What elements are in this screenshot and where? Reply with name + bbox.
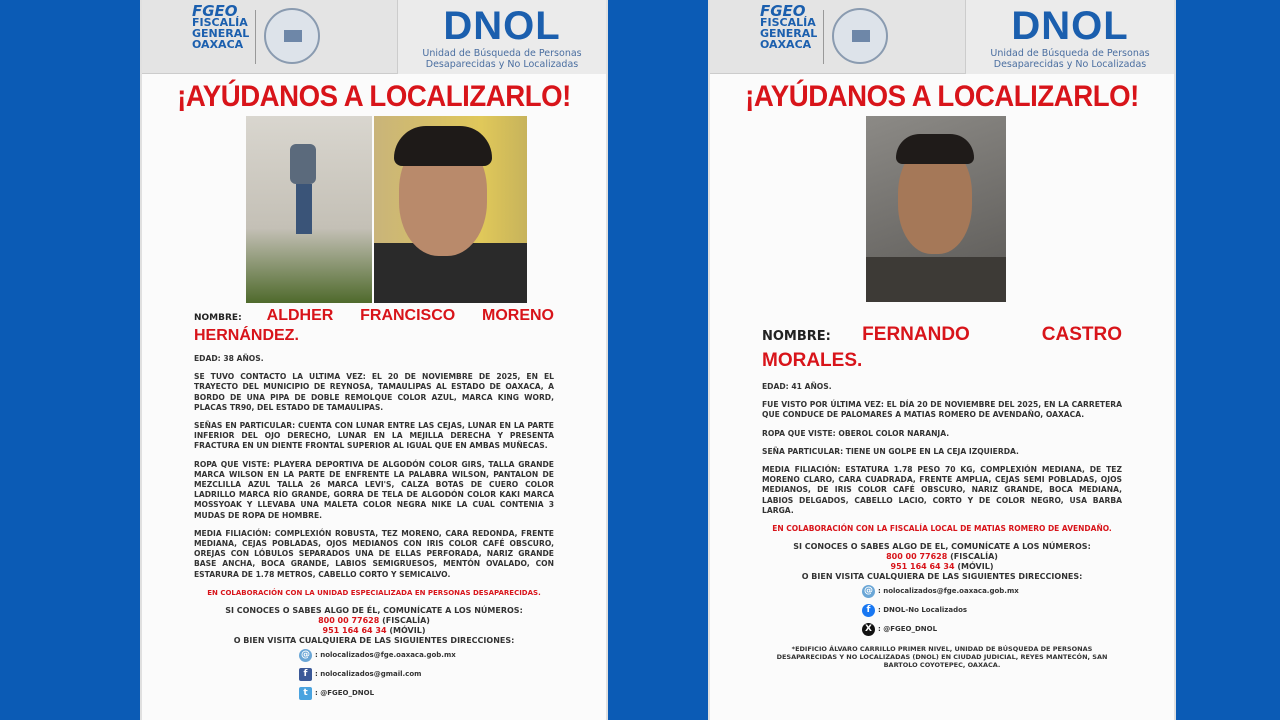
divider: [255, 10, 256, 64]
clothing: ROPA QUE VISTE: PLAYERA DEPORTIVA DE ALGODÓN COLOR GIRS, TALLA GRANDE MARCA WILSON EN LA PARTE DE ENFRENTE LA PALABRA WILSON, PANTALON DE MEZCLILLA AZUL TALLA 26 MARCA LEVI'S, CALZA BOTAS DE CUERO COLOR LADRILLO MARCA RÍO GRANDE, GORRA DE TELA DE ALGODÓN COLOR KAKI MARCA MOSSYOAK Y LLEVABA UNA MALETA COLOR NEGRA NIKE LA CUAL CONTENIA 3 MUDAS DE ROPA DE HOMBRE.: [194, 459, 554, 520]
photo-face: [866, 116, 1006, 302]
link-email[interactable]: @ : nolocalizados@fge.oaxaca.gob.mx: [864, 585, 1019, 596]
link-facebook[interactable]: f : DNOL-No Localizados: [862, 601, 1122, 620]
dnol-logo: DNOL Unidad de Búsqueda de Personas Desaparecidas y No Localizadas: [965, 0, 1174, 74]
poster-body: NOMBRE: ALDHER FRANCISCO MORENO HERNÁNDEZ. EDAD: 38 AÑOS. SE TUVO CONTACTO LA ULTIMA VEZ: EL 20 DE NOVIEMBRE DE 2025, EN EL TRAYECTO DEL MUNICIPIO DE REYNOSA, TAMAULIPAS AL ESTADO DE OAXACA, A BORDO DE UNA PIPA DE DOBLE REMOLQUE COLOR AZUL, MARCA KING WORD, PLACAS TR90, DEL ESTADO DE TAMAULIPAS. SEÑAS EN PARTICULAR: CUENTA CON LUNAR ENTRE LAS CEJAS, LUNAR EN LA PARTE INFERIOR DEL OJO DERECHO, LUNAR EN LA MEJILLA DERECHA Y PRESENTA FRACTURA EN UN DIENTE FRONTAL SUPERIOR AL IGUAL QUE EN AMBAS MUÑECAS. ROPA QUE VISTE: PLAYERA DEPORTIVA DE ALGODÓN COLOR GIRS, TALLA GRANDE MARCA WILSON EN LA PARTE DE ENFRENTE LA PALABRA WILSON, PANTALON DE MEZCLILLA AZUL TALLA 26 MARCA LEVI'S, CALZA BOTAS DE CUERO COLOR LADRILLO MARCA RÍO GRANDE, GORRA DE TELA DE ALGODÓN COLOR KAKI MARCA MOSSYOAK Y LLEVABA UNA MALETA COLOR NEGRA NIKE LA CUAL CONTENIA 3 MUDAS DE ROPA DE HOMBRE. MEDIA FILIACIÓN: COMPLEXIÓN ROBUSTA, TEZ MORENO, CARA REDONDA, FRENTE MEDIANA, CEJAS POBLADAS, OJOS MEDIANOS CON IRIS COLOR CAFÉ OBSCURO, OREJAS CON LÓBULOS SEPARADOS UNA DE ELLAS PERFORADA, NARIZ GRANDE BASE ANCHA, BOCA GRANDE, LABIOS SEMIGRUESOS, MENTÓN OVALADO, CON ESTARURA DE 1.78 METROS, CABELLO CORTO Y SEMICALVO. EN COLABORACIÓN CON LA UNIDAD ESPECIALIZADA EN PERSONAS DESAPARECIDAS. SI CONOCES O SABES ALGO DE ÉL, COMUNÍCATE A LOS NÚMEROS: 800 00 77628 (FISCALÍA) 951 164 64 34 (MÓVIL) O BIEN VISITA CUALQUIERA DE LAS SIGUIENTES DIRECCIONES: @ : nolocalizados@fge.oaxaca.gob.mx f : nolocalizados@gmail.com t : @FGEO_DNOL: [194, 306, 554, 703]
distinguishing-marks: SEÑA PARTICULAR: TIENE UN GOLPE EN LA CEJA IZQUIERDA.: [762, 446, 1019, 456]
age: EDAD: 38 AÑOS.: [194, 354, 264, 363]
missing-person-poster-1: [140, 0, 608, 720]
link-email[interactable]: @ : nolocalizados@fge.oaxaca.gob.mx: [301, 649, 456, 660]
age: EDAD: 41 AÑOS.: [762, 382, 832, 391]
clothing: ROPA QUE VISTE: OBEROL COLOR NARANJA.: [762, 428, 950, 438]
link-twitter[interactable]: t : @FGEO_DNOL: [299, 684, 554, 703]
phone-movil[interactable]: 951 164 64 34: [322, 626, 387, 636]
phone-movil[interactable]: 951 164 64 34: [890, 562, 955, 572]
contact-section: SI CONOCES O SABES ALGO DE EL, COMUNÍCATE A LOS NÚMEROS: 800 00 77628 (FISCALÍA) 951 164 64 34 (MÓVIL) O BIEN VISITA CUALQUIERA DE LAS SIGUIENTES DIRECCIONES:: [793, 542, 1091, 582]
facebook-icon: f: [862, 604, 875, 617]
last-contact: SE TUVO CONTACTO LA ULTIMA VEZ: EL 20 DE NOVIEMBRE DE 2025, EN EL TRAYECTO DEL MUNICIPIO DE REYNOSA, TAMAULIPAS AL ESTADO DE OAXACA, A BORDO DE UNA PIPA DE DOBLE REMOLQUE COLOR AZUL, MARCA KING WORD, PLACAS TR90, DEL ESTADO DE TAMAULIPAS.: [194, 372, 554, 412]
last-seen: FUE VISTO POR ÚLTIMA VEZ: EL DÍA 20 DE NOVIEMBRE DEL 2025, EN LA CARRETERA QUE CONDUCE DE PALOMARES A MATIAS ROMERO DE AVENDAÑO, OAXACA.: [762, 400, 1122, 420]
address-footer: *EDIFICIO ÁLVARO CARRILLO PRIMER NIVEL, UNIDAD DE BÚSQUEDA DE PERSONAS DESAPARECIDAS Y NO LOCALIZADAS (DNOL) EN CIUDAD JUDICIAL, REYES MANTECÓN, SAN BARTOLO COYOTEPEC, OAXACA.: [776, 645, 1108, 670]
email-icon: @: [301, 649, 310, 660]
link-x[interactable]: X : @FGEO_DNOL: [862, 620, 1122, 639]
fgeo-logo: FGEO FISCALÍA GENERAL OAXACA: [192, 2, 250, 51]
photo-face: [374, 116, 527, 303]
dnol-logo: DNOL Unidad de Búsqueda de Personas Desaparecidas y No Localizadas: [397, 0, 606, 74]
physical-description: MEDIA FILIACIÓN: ESTATURA 1.78 PESO 70 KG, COMPLEXIÓN MEDIANA, DE TEZ MORENO CLARO, CARA CUADRADA, FRENTE AMPLIA, CEJAS SEMI POBLADAS, OJOS MEDIANOS, DE IRIS COLOR CAFÉ OBSCURO, NARIZ GRANDE, BOCA MEDIANA, LABIOS DELGADOS, CABELLO LACIO, CORTO Y DE COLOR NEGRO, USA BARBA LARGA.: [762, 465, 1122, 515]
collaboration-note: EN COLABORACIÓN CON LA UNIDAD ESPECIALIZADA EN PERSONAS DESAPARECIDAS.: [207, 588, 541, 597]
missing-person-poster-2: [708, 0, 1176, 720]
phone-fiscalia[interactable]: 800 00 77628: [886, 552, 948, 562]
link-facebook[interactable]: f : nolocalizados@gmail.com: [299, 665, 554, 684]
fgeo-logo: FGEO FISCALÍA GENERAL OAXACA: [760, 2, 818, 51]
facebook-icon: f: [299, 668, 312, 681]
poster-body: NOMBRE: FERNANDO CASTRO MORALES. EDAD: 41 AÑOS. FUE VISTO POR ÚLTIMA VEZ: EL DÍA 20 DE NOVIEMBRE DEL 2025, EN LA CARRETERA QUE CONDUCE DE PALOMARES A MATIAS ROMERO DE AVENDAÑO, OAXACA. ROPA QUE VISTE: OBEROL COLOR NARANJA. SEÑA PARTICULAR: TIENE UN GOLPE EN LA CEJA IZQUIERDA. MEDIA FILIACIÓN: ESTATURA 1.78 PESO 70 KG, COMPLEXIÓN MEDIANA, DE TEZ MORENO CLARO, CARA CUADRADA, FRENTE AMPLIA, CEJAS SEMI POBLADAS, OJOS MEDIANOS, DE IRIS COLOR CAFÉ OBSCURO, NARIZ GRANDE, BOCA MEDIANA, LABIOS DELGADOS, CABELLO LACIO, CORTO Y DE COLOR NEGRO, USA BARBA LARGA. EN COLABORACIÓN CON LA FISCALÍA LOCAL DE MATIAS ROMERO DE AVENDAÑO. SI CONOCES O SABES ALGO DE EL, COMUNÍCATE A LOS NÚMEROS: 800 00 77628 (FISCALÍA) 951 164 64 34 (MÓVIL) O BIEN VISITA CUALQUIERA DE LAS SIGUIENTES DIRECCIONES: @ : nolocalizados@fge.oaxaca.gob.mx f : DNOL-No Localizados X : @FGEO_DNOL *EDIFICIO ÁLVARO CARRILLO PRIMER NIVEL, UNIDAD DE BÚSQUEDA DE PERSONAS DESAPARECIDAS Y NO LOCALIZADAS (DNOL) EN CIUDAD JUDICIAL, REYES MANTECÓN, SAN BARTOLO COYOTEPEC, OAXACA.: [762, 324, 1122, 670]
person-name: FERNANDO CASTRO MORALES.: [762, 324, 1122, 371]
email-icon: @: [864, 585, 873, 596]
fgeo-seal-icon: [264, 8, 320, 64]
poster-header: [142, 0, 606, 74]
poster-title: ¡AYÚDANOS A LOCALIZARLO!: [177, 80, 571, 113]
poster-title: ¡AYÚDANOS A LOCALIZARLO!: [745, 80, 1139, 113]
phone-fiscalia[interactable]: 800 00 77628: [318, 616, 380, 626]
twitter-icon: t: [299, 687, 312, 700]
divider: [823, 10, 824, 64]
physical-description: MEDIA FILIACIÓN: COMPLEXIÓN ROBUSTA, TEZ MORENO, CARA REDONDA, FRENTE MEDIANA, CEJAS POBLADAS, OJOS MEDIANOS CON IRIS COLOR CAFÉ OBSCURO, OREJAS CON LÓBULOS SEPARADOS UNA DE ELLAS PERFORADA, NARIZ GRANDE BASE ANCHA, BOCA GRANDE, LABIOS SEMIGRUESOS, MENTÓN OVALADO, CON ESTARURA DE 1.78 METROS, CABELLO CORTO Y SEMICALVO.: [194, 528, 554, 579]
collaboration-note: EN COLABORACIÓN CON LA FISCALÍA LOCAL DE MATIAS ROMERO DE AVENDAÑO.: [772, 524, 1112, 534]
person-name: ALDHER FRANCISCO MORENO HERNÁNDEZ.: [194, 307, 554, 344]
contact-section: SI CONOCES O SABES ALGO DE ÉL, COMUNÍCATE A LOS NÚMEROS: 800 00 77628 (FISCALÍA) 951 164 64 34 (MÓVIL) O BIEN VISITA CUALQUIERA DE LAS SIGUIENTES DIRECCIONES:: [225, 606, 523, 646]
distinguishing-marks: SEÑAS EN PARTICULAR: CUENTA CON LUNAR ENTRE LAS CEJAS, LUNAR EN LA PARTE INFERIOR DEL OJO DERECHO, LUNAR EN LA MEJILLA DERECHA Y PRESENTA FRACTURA EN UN DIENTE FRONTAL SUPERIOR AL IGUAL QUE EN AMBAS MUÑECAS.: [194, 421, 554, 451]
fgeo-seal-icon: [832, 8, 888, 64]
x-icon: X: [862, 623, 875, 636]
photo-full-body: [246, 116, 372, 303]
poster-header: [710, 0, 1174, 74]
